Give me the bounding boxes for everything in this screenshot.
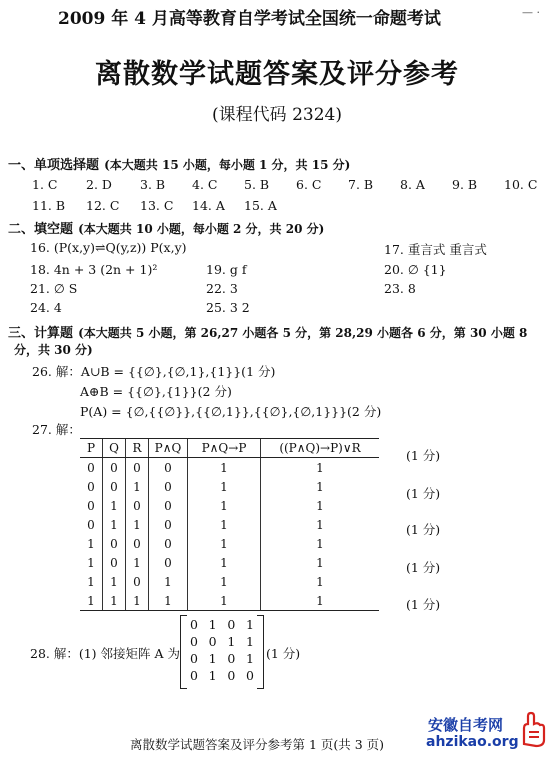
section1-header bbox=[8, 154, 350, 173]
matrix-cell: 1 bbox=[208, 668, 217, 683]
answer-20: 20. ∅ {1} bbox=[384, 262, 447, 277]
truth-table-score: (1 分) bbox=[406, 448, 441, 463]
table-cell: 1 bbox=[261, 572, 380, 591]
matrix-cell: 0 bbox=[227, 668, 236, 683]
table-cell: 0 bbox=[87, 479, 95, 494]
matrix-cell: 0 bbox=[227, 617, 236, 632]
q26-line1: 26. 解：A∪B = {{∅},{∅,1},{1}}(1 分) bbox=[32, 364, 276, 379]
page-footer: 离散数学试题答案及评分参考第 1 页(共 3 页) bbox=[130, 737, 385, 752]
table-row bbox=[80, 534, 379, 553]
watermark-url[interactable]: ahzikao.org bbox=[426, 734, 519, 750]
table-row bbox=[80, 477, 379, 496]
choice-answer: 4. C bbox=[192, 177, 218, 192]
matrix-row bbox=[190, 634, 254, 649]
truth-table-score: (1 分) bbox=[406, 597, 441, 612]
answer-22: 22. 3 bbox=[206, 281, 238, 296]
section1-note: (本大题共 15 小题，每小题 1 分，共 15 分) bbox=[104, 158, 351, 172]
table-cell: 1 bbox=[188, 591, 261, 611]
watermark-cn: 安徽自考网 bbox=[428, 716, 504, 734]
choice-answer: 6. C bbox=[296, 177, 322, 192]
matrix-cell: 0 bbox=[208, 634, 217, 649]
matrix-cell: 1 bbox=[246, 651, 254, 666]
choice-answer: 10. C bbox=[504, 177, 538, 192]
table-cell: 0 bbox=[103, 534, 126, 553]
table-cell: 0 bbox=[149, 515, 188, 534]
hand-logo-icon bbox=[518, 710, 548, 750]
table-cell: 1 bbox=[188, 458, 261, 478]
table-row bbox=[80, 515, 379, 534]
matrix-cell: 1 bbox=[246, 617, 254, 632]
answer-17: 17. 重言式 重言式 bbox=[384, 242, 487, 257]
table-cell: 0 bbox=[103, 553, 126, 572]
table-cell: 1 bbox=[87, 574, 95, 589]
truth-table bbox=[80, 438, 379, 611]
answer-19: 19. g f bbox=[206, 262, 247, 277]
table-cell: 1 bbox=[149, 591, 188, 611]
matrix-cell: 0 bbox=[246, 668, 254, 683]
table-cell: 0 bbox=[149, 534, 188, 553]
table-cell: 1 bbox=[126, 515, 149, 534]
table-cell: 0 bbox=[126, 496, 149, 515]
table-row bbox=[80, 553, 379, 572]
table-cell: 0 bbox=[149, 553, 188, 572]
answer-25: 25. 3 2 bbox=[206, 300, 250, 315]
matrix-left-bracket bbox=[180, 615, 187, 689]
table-row bbox=[80, 572, 379, 591]
choice-answer: 9. B bbox=[452, 177, 478, 192]
exam-header: 2009 年 4 月高等教育自学考试全国统一命题考试 bbox=[58, 9, 441, 29]
matrix-cell: 1 bbox=[246, 634, 254, 649]
choice-answer: 7. B bbox=[348, 177, 374, 192]
truth-table-header-cell: Q bbox=[103, 439, 126, 458]
table-cell: 1 bbox=[103, 572, 126, 591]
matrix-row bbox=[190, 617, 254, 632]
table-cell: 1 bbox=[261, 496, 380, 515]
answer-16: 16. (P(x,y)⇌Q(y,z)) P(x,y) bbox=[30, 240, 187, 255]
table-cell: 0 bbox=[149, 458, 188, 478]
table-cell: 1 bbox=[87, 536, 95, 551]
matrix-cell: 1 bbox=[227, 634, 236, 649]
table-cell: 0 bbox=[126, 458, 149, 478]
table-cell: 0 bbox=[149, 477, 188, 496]
site-watermark[interactable] bbox=[418, 706, 554, 758]
truth-table-score: (1 分) bbox=[406, 486, 441, 501]
choice-answer: 13. C bbox=[140, 198, 174, 213]
answer-18: 18. 4n + 3 (2n + 1)² bbox=[30, 262, 158, 277]
table-cell: 1 bbox=[126, 553, 149, 572]
table-cell: 1 bbox=[261, 591, 380, 611]
choice-answer: 1. C bbox=[32, 177, 58, 192]
matrix-cell: 1 bbox=[208, 617, 217, 632]
section1-heading: 一、单项选择题 bbox=[8, 158, 100, 173]
truth-table-score: (1 分) bbox=[406, 560, 441, 575]
table-cell: 1 bbox=[188, 534, 261, 553]
q28-label: 28. 解：(1) 邻接矩阵 A 为 bbox=[30, 646, 181, 661]
matrix-row bbox=[190, 651, 254, 666]
table-row bbox=[80, 591, 379, 611]
q27-label: 27. 解： bbox=[32, 422, 81, 437]
choice-answer: 15. A bbox=[244, 198, 277, 213]
answer-21: 21. ∅ S bbox=[30, 281, 78, 296]
table-cell: 1 bbox=[80, 591, 103, 611]
table-cell: 0 bbox=[149, 496, 188, 515]
matrix-cell: 0 bbox=[190, 668, 198, 683]
table-cell: 1 bbox=[261, 458, 380, 478]
corner-mark: — · bbox=[522, 6, 540, 19]
table-cell: 1 bbox=[261, 477, 380, 496]
answer-23: 23. 8 bbox=[384, 281, 416, 296]
matrix-cell: 0 bbox=[190, 634, 198, 649]
table-cell: 1 bbox=[103, 496, 126, 515]
table-cell: 0 bbox=[126, 534, 149, 553]
matrix-cell: 1 bbox=[208, 651, 217, 666]
choice-answer: 14. A bbox=[192, 198, 225, 213]
course-code: (课程代码 2324) bbox=[212, 105, 342, 125]
truth-table-header-cell: P bbox=[80, 439, 103, 458]
section3-note: (本大题共 5 小题，第 26,27 小题各 5 分，第 28,29 小题各 6 分，第 30 小题 8 bbox=[78, 326, 528, 340]
section3-heading: 三、计算题 bbox=[8, 326, 74, 341]
matrix-cell: 0 bbox=[227, 651, 236, 666]
truth-table-header bbox=[80, 439, 379, 458]
matrix-right-bracket bbox=[257, 615, 264, 689]
choice-answer: 11. B bbox=[32, 198, 66, 213]
truth-table-header-cell: P∧Q→P bbox=[188, 439, 261, 458]
table-cell: 0 bbox=[103, 458, 126, 478]
choice-answer: 12. C bbox=[86, 198, 120, 213]
choice-answer: 8. A bbox=[400, 177, 425, 192]
table-cell: 0 bbox=[87, 517, 95, 532]
truth-table-header-cell: P∧Q bbox=[149, 439, 188, 458]
truth-table-header-cell: R bbox=[126, 439, 149, 458]
choice-answer: 5. B bbox=[244, 177, 270, 192]
table-cell: 1 bbox=[261, 534, 380, 553]
q26-line3: P(A) = {∅,{{∅}},{{∅,1}},{{∅},{∅,1}}}(2 分) bbox=[80, 404, 382, 419]
section2-note: (本大题共 10 小题，每小题 2 分，共 20 分) bbox=[78, 222, 325, 236]
page-title: 离散数学试题答案及评分参考 bbox=[95, 59, 459, 90]
table-cell: 1 bbox=[87, 555, 95, 570]
table-cell: 1 bbox=[188, 477, 261, 496]
table-cell: 0 bbox=[87, 498, 95, 513]
table-row bbox=[80, 458, 379, 478]
matrix-cell: 0 bbox=[190, 651, 198, 666]
table-cell: 1 bbox=[149, 572, 188, 591]
section3-header bbox=[8, 322, 527, 341]
choice-answer: 3. B bbox=[140, 177, 166, 192]
table-cell: 1 bbox=[261, 515, 380, 534]
table-cell: 1 bbox=[103, 515, 126, 534]
table-cell: 1 bbox=[126, 477, 149, 496]
truth-table-header-cell: ((P∧Q)→P)∨R bbox=[261, 439, 380, 458]
table-row bbox=[80, 496, 379, 515]
adjacency-matrix bbox=[180, 615, 264, 687]
table-cell: 0 bbox=[103, 477, 126, 496]
table-cell: 1 bbox=[188, 553, 261, 572]
table-cell: 1 bbox=[188, 496, 261, 515]
table-cell: 1 bbox=[103, 591, 126, 611]
section2-header bbox=[8, 218, 324, 237]
table-cell: 1 bbox=[188, 572, 261, 591]
section3-note-cont: 分，共 30 分) bbox=[14, 343, 93, 357]
q28-score: (1 分) bbox=[266, 646, 301, 661]
matrix-row bbox=[190, 668, 254, 683]
truth-table-score: (1 分) bbox=[406, 522, 441, 537]
table-cell: 1 bbox=[126, 591, 149, 611]
answer-24: 24. 4 bbox=[30, 300, 62, 315]
matrix-cell: 0 bbox=[190, 617, 198, 632]
table-cell: 0 bbox=[126, 572, 149, 591]
q26-line2: A⊕B = {{∅},{1}}(2 分) bbox=[80, 384, 232, 399]
table-cell: 1 bbox=[188, 515, 261, 534]
choice-answer: 2. D bbox=[86, 177, 112, 192]
section2-heading: 二、填空题 bbox=[8, 222, 74, 237]
table-cell: 1 bbox=[261, 553, 380, 572]
table-cell: 0 bbox=[87, 460, 95, 475]
